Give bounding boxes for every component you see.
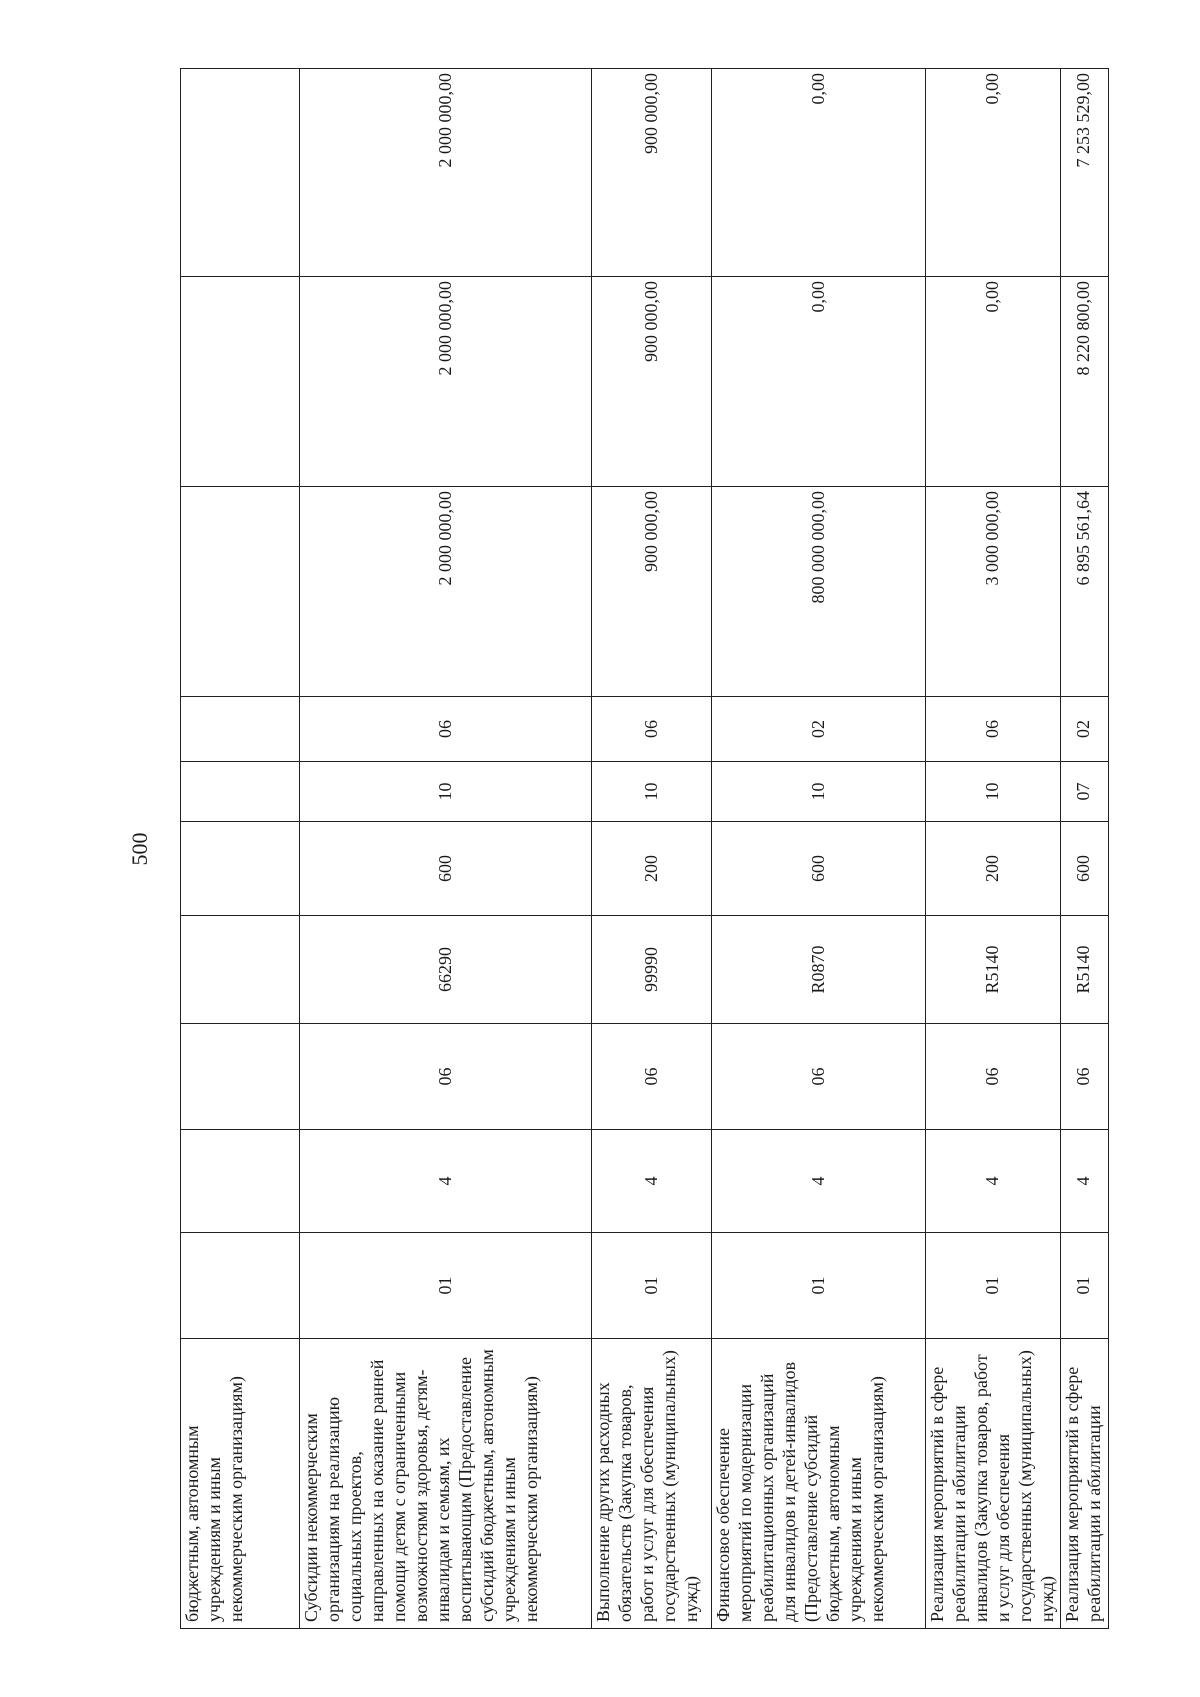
code-direction: R0870 xyxy=(712,916,926,1024)
code-subprogram: 4 xyxy=(926,1130,1061,1233)
amount-year-2: 8 220 800,00 xyxy=(1060,277,1108,487)
amount-year-1: 800 000 000,00 xyxy=(712,487,926,697)
amount-year-3: 0,00 xyxy=(712,69,926,277)
code-section xyxy=(181,762,300,822)
code-direction xyxy=(181,916,300,1024)
code-direction: R5140 xyxy=(926,916,1061,1024)
amount-year-3: 900 000,00 xyxy=(592,69,712,277)
code-subsection xyxy=(181,697,300,762)
amount-year-1: 2 000 000,00 xyxy=(300,487,592,697)
code-expense-type xyxy=(181,822,300,916)
table-row xyxy=(712,69,926,1629)
page-number: 500 xyxy=(127,832,152,866)
amount-year-3 xyxy=(181,69,300,277)
amount-year-3: 7 253 529,00 xyxy=(1060,69,1108,277)
code-expense-type: 200 xyxy=(592,822,712,916)
code-section: 10 xyxy=(300,762,592,822)
amount-year-2: 2 000 000,00 xyxy=(300,277,592,487)
amount-year-1 xyxy=(181,487,300,697)
row-name: Реализация мероприятий в сфере реабилитации и абилитации xyxy=(1060,1339,1108,1629)
code-main-event: 06 xyxy=(592,1024,712,1130)
code-subprogram: 4 xyxy=(300,1130,592,1233)
amount-year-3: 2 000 000,00 xyxy=(300,69,592,277)
row-name: Выполнение других расходных обязательств (Закупка товаров, работ и услуг для обеспечения государственных (муниципальных) нужд) xyxy=(592,1339,712,1629)
code-section: 10 xyxy=(926,762,1061,822)
code-main-event: 06 xyxy=(1060,1024,1108,1130)
code-subprogram xyxy=(181,1130,300,1233)
code-program: 01 xyxy=(592,1233,712,1339)
code-program: 01 xyxy=(1060,1233,1108,1339)
rotated-page xyxy=(120,69,1104,1629)
table-row xyxy=(181,69,300,1629)
amount-year-1: 900 000,00 xyxy=(592,487,712,697)
code-main-event: 06 xyxy=(300,1024,592,1130)
code-subprogram: 4 xyxy=(1060,1130,1108,1233)
amount-year-1: 6 895 561,64 xyxy=(1060,487,1108,697)
code-program: 01 xyxy=(712,1233,926,1339)
code-program: 01 xyxy=(300,1233,592,1339)
code-program: 01 xyxy=(926,1233,1061,1339)
code-main-event: 06 xyxy=(712,1024,926,1130)
table-row xyxy=(592,69,712,1629)
code-subsection: 06 xyxy=(592,697,712,762)
table-row xyxy=(926,69,1061,1629)
row-name: Финансовое обеспечение мероприятий по модернизации реабилитационных организаций для инвалидов и детей-инвалидов (Предоставление субсидий бюджетным, автономным учреждениям и иным некоммерческим организациям) xyxy=(712,1339,926,1629)
code-subsection: 06 xyxy=(926,697,1061,762)
code-expense-type: 200 xyxy=(926,822,1061,916)
code-direction: R5140 xyxy=(1060,916,1108,1024)
amount-year-2: 900 000,00 xyxy=(592,277,712,487)
code-subsection: 02 xyxy=(712,697,926,762)
amount-year-2 xyxy=(181,277,300,487)
code-main-event xyxy=(181,1024,300,1130)
code-expense-type: 600 xyxy=(712,822,926,916)
code-expense-type: 600 xyxy=(1060,822,1108,916)
amount-year-2: 0,00 xyxy=(712,277,926,487)
amount-year-2: 0,00 xyxy=(926,277,1061,487)
code-program xyxy=(181,1233,300,1339)
code-subsection: 06 xyxy=(300,697,592,762)
amount-year-3: 0,00 xyxy=(926,69,1061,277)
row-name: Субсидии некоммерческим организациям на реализацию социальных проектов, направленных на оказание ранней помощи детям с ограниченными возможностями здоровья, детям-инвалидам и семьям, их воспитывающим (Предоставление субсидий бюджетным, автономным учреждениям и иным некоммерческим организациям) xyxy=(300,1339,592,1629)
amount-year-1: 3 000 000,00 xyxy=(926,487,1061,697)
code-section: 10 xyxy=(592,762,712,822)
code-direction: 66290 xyxy=(300,916,592,1024)
table-row xyxy=(1060,69,1108,1629)
row-name: бюджетным, автономным учреждениям и иным некоммерческим организациям) xyxy=(181,1339,300,1629)
code-subprogram: 4 xyxy=(712,1130,926,1233)
code-expense-type: 600 xyxy=(300,822,592,916)
budget-table xyxy=(180,68,1109,1629)
code-subprogram: 4 xyxy=(592,1130,712,1233)
table-row xyxy=(300,69,592,1629)
code-subsection: 02 xyxy=(1060,697,1108,762)
row-name: Реализация мероприятий в сфере реабилитации и абилитации инвалидов (Закупка товаров, работ и услуг для обеспечения государственных (муниципальных) нужд) xyxy=(926,1339,1061,1629)
code-section: 07 xyxy=(1060,762,1108,822)
code-direction: 99990 xyxy=(592,916,712,1024)
code-main-event: 06 xyxy=(926,1024,1061,1130)
code-section: 10 xyxy=(712,762,926,822)
